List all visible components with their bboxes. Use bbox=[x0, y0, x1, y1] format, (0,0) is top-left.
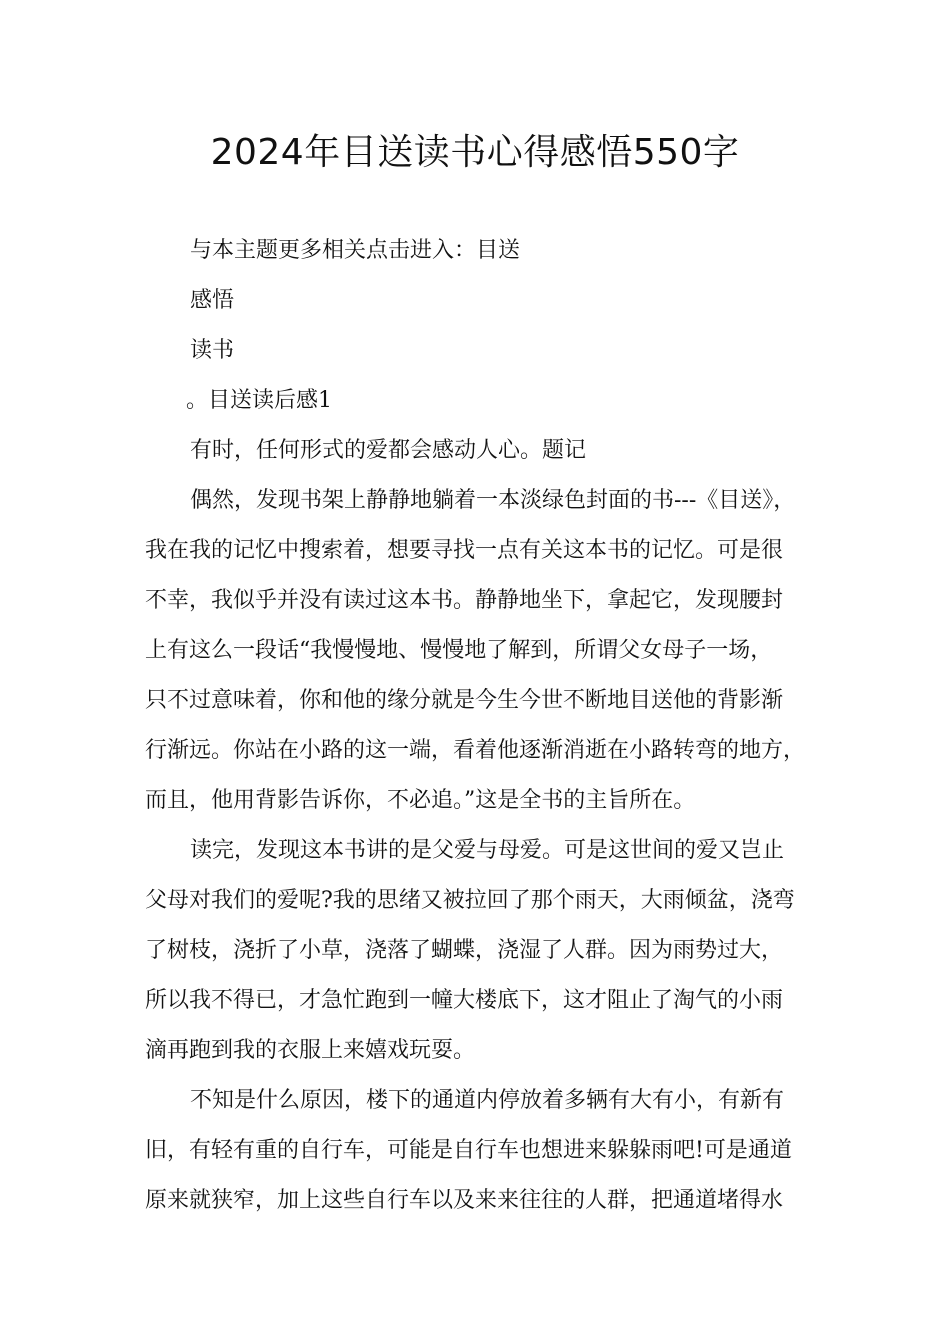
paragraph-1-line: 上有这么一段话“我慢慢地、慢慢地了解到，所谓父女母子一场， bbox=[145, 638, 773, 663]
paragraph-3-line: 原来就狭窄，加上这些自行车以及来来往往的人群，把通道堵得水 bbox=[145, 1188, 784, 1213]
document-title: 2024年目送读书心得感悟550字 bbox=[210, 132, 740, 173]
paragraph-2-line: 所以我不得已，才急忙跑到一幢大楼底下，这才阻止了淘气的小雨 bbox=[145, 988, 784, 1013]
paragraph-3-line: 不知是什么原因，楼下的通道内停放着多辆有大有小，有新有 bbox=[190, 1088, 785, 1113]
intro-line-dushu: 读书 bbox=[190, 338, 235, 363]
epigraph-line: 有时，任何形式的爱都会感动人心。题记 bbox=[190, 438, 587, 463]
paragraph-1-line: 行渐远。你站在小路的这一端，看着他逐渐消逝在小路转弯的地方， bbox=[145, 738, 806, 763]
intro-line-ganwu: 感悟 bbox=[190, 288, 235, 313]
paragraph-1-line: 偶然，发现书架上静静地躺着一本淡绿色封面的书---《目送》， bbox=[190, 488, 796, 513]
paragraph-1-line: 我在我的记忆中搜索着，想要寻找一点有关这本书的记忆。可是很 bbox=[145, 538, 784, 563]
paragraph-2-line: 了树枝，浇折了小草，浇落了蝴蝶，浇湿了人群。因为雨势过大， bbox=[145, 938, 784, 963]
paragraph-1-line: 而且，他用背影告诉你，不必追。”这是全书的主旨所在。 bbox=[145, 788, 696, 813]
section-heading: 。目送读后感1 bbox=[186, 388, 332, 413]
paragraph-1-line: 不幸，我似乎并没有读过这本书。静静地坐下，拿起它，发现腰封 bbox=[145, 588, 784, 613]
paragraph-2-line: 读完，发现这本书讲的是父爱与母爱。可是这世间的爱又岂止 bbox=[190, 838, 785, 863]
paragraph-1-line: 只不过意味着，你和他的缘分就是今生今世不断地目送他的背影渐 bbox=[145, 688, 784, 713]
paragraph-2-line: 滴再跑到我的衣服上来嬉戏玩耍。 bbox=[145, 1038, 476, 1063]
paragraph-3-line: 旧，有轻有重的自行车，可能是自行车也想进来躲躲雨吧!可是通道 bbox=[145, 1138, 792, 1163]
paragraph-2-line: 父母对我们的爱呢?我的思绪又被拉回了那个雨天，大雨倾盆，浇弯 bbox=[145, 888, 795, 913]
intro-line-links: 与本主题更多相关点击进入：目送 bbox=[190, 238, 521, 263]
